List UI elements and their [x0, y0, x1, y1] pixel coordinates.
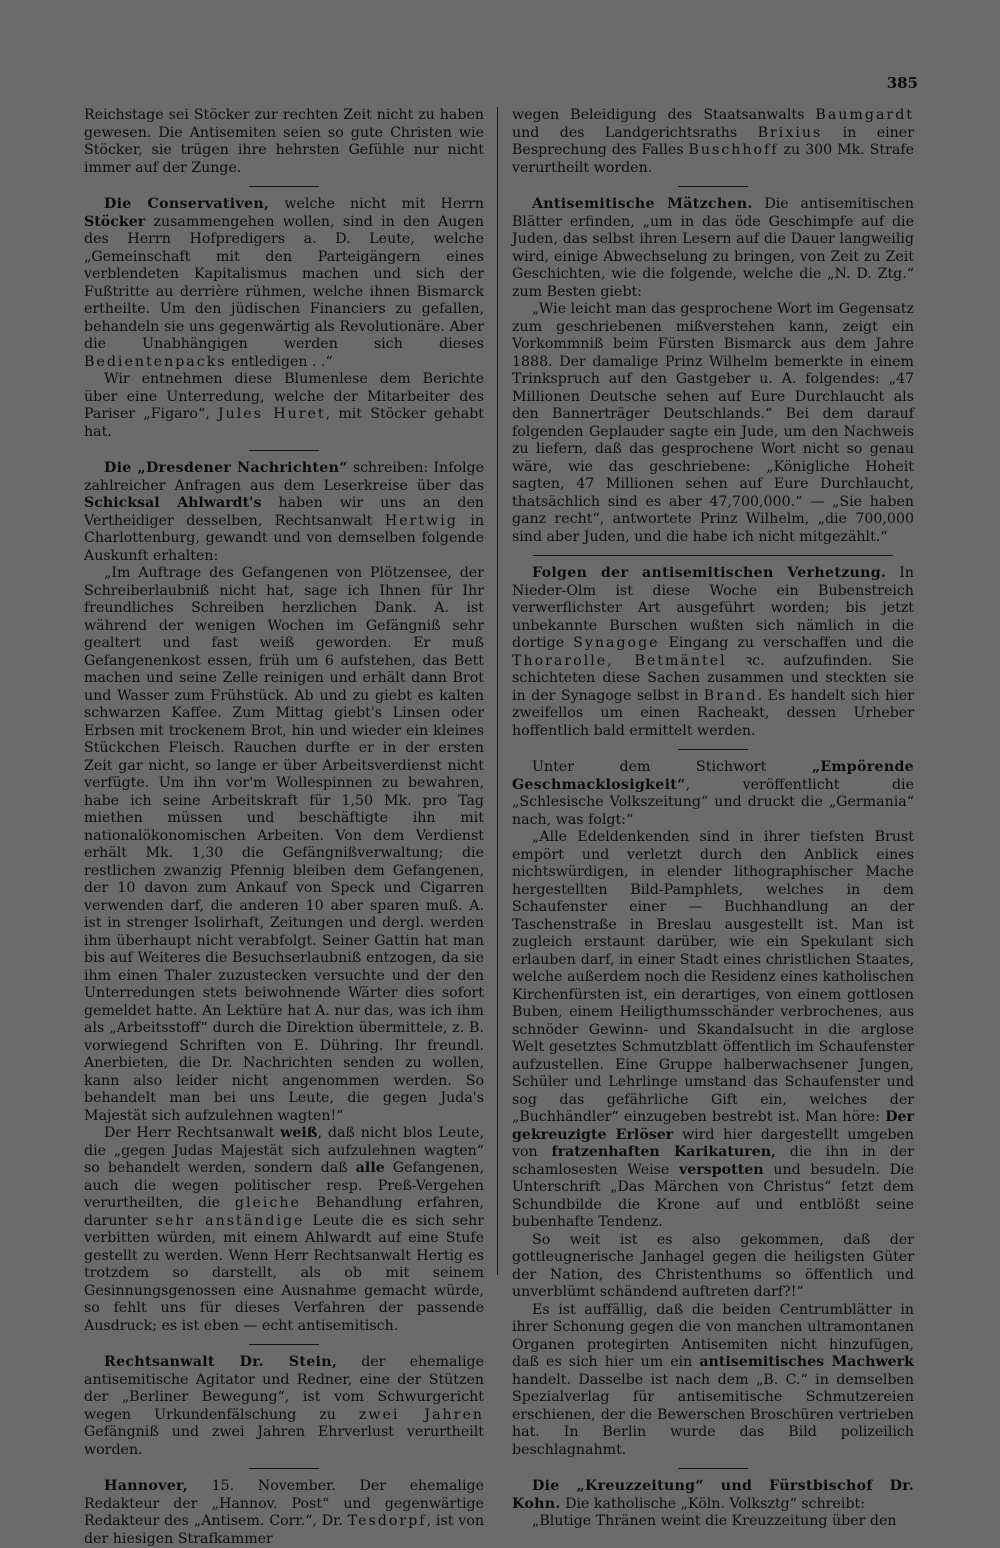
- left-column: [84, 107, 484, 1548]
- text-run: Unter dem Stichwort: [532, 759, 812, 775]
- spaced-text: Thorarolle, Betmäntel: [512, 652, 727, 669]
- spaced-text: zwei Jahren: [358, 1406, 484, 1423]
- spaced-text: Hertwig: [384, 512, 458, 529]
- text-run: handelt. Dasselbe ist nach dem „B. C.“ in demselben Spezialverlag für antisemitische Schmutzereien erschienen, der die Bewerschen Broschüren vertrieben hat. In Berlin wurde das Bild polizeilich beschlagnahmt.: [512, 1371, 914, 1458]
- bold-text: verspotten: [679, 1161, 764, 1178]
- separator: [678, 1468, 748, 1469]
- text-run: schreiben: Infolge zahlreicher Anfragen aus dem Leserkreise über das: [84, 460, 485, 494]
- text-run: und des Landgerichtsraths: [512, 124, 758, 141]
- paragraph: [84, 1478, 484, 1548]
- paragraph: [84, 1125, 484, 1335]
- separator: [249, 1344, 319, 1345]
- text-run: Wir entnehmen diese Blumenlese dem Berichte über eine Unterredung, welche der Mitarbeiter des Pariser „Figaro“,: [84, 371, 484, 422]
- quotation: „Im Auftrage des Gefangenen von Plötzensee, der Schreiberlaubniß nicht hat, sage ich Ihnen für Ihr freundliches Schreiben herzlichen Dank. A. ist während der wenigen Wochen im Gefängniß sehr gealtert und fast weiß geworden. Er muß Gefangenenkost essen, früh um 6 aufstehen, das Bett machen und seine Zelle reinigen und erhält dann Brot und Wasser zum Frühstück. Ab und zu giebt es kalten schwarzen Kaffee. Zum Mittag giebt's Linsen oder Erbsen mit trockenem Brot, hin und wieder ein kleines Stückchen Fleisch. Rauchen durfte er in der ersten Zeit gar nicht, so lange er über Arbeitsverdienst nicht verfügte. Um ihn vor'm Wollespinnen zu bewahren, habe ich seine Arbeitskraft für 1,50 Mk. pro Tag miethen müssen und beschäftigte ihn mit nationalökonomischen Arbeiten. Von dem Verdienst erhält Mk. 1,30 die Gefängnißverwaltung; die restlichen zwanzig Pfennig bleiben dem Gefangenen, der 10 davon zum Ankauf von Speck und Cigarren verwenden darf, die anderen 10 aber sparen muß. A. ist in strenger Isolirhaft, Zeitungen und dergl. werden ihm überhaupt nicht verabfolgt. Seiner Gattin hat man bis auf Weiteres die Besuchserlaubniß entzogen, da sie ihm einen Thaler zuzustecken versuchte und der den Unterredungen stets beiwohnende Wärter dies sofort gemeldet hatte. An Lektüre hat A. nur das, was ich ihm als „Arbeitsstoff“ durch die Direktion übermittele, z. B. vorwiegend Schriften von E. Dühring. Ihr freundl. Anerbieten, die Dr. Nachrichten senden zu wollen, kann also leider nicht angenommen werden. So behandelt man bei uns Leute, die gegen Juda's Majestät sich aufzulehnen wagten!“: [84, 565, 484, 1124]
- separator: [533, 555, 893, 556]
- bold-text: weiß: [280, 1125, 318, 1141]
- article-heading: Rechtsanwalt Dr. Stein,: [104, 1354, 338, 1370]
- article-heading: Hannover,: [104, 1478, 189, 1494]
- page-number: 385: [886, 74, 918, 92]
- quotation: „Wie leicht man das gesprochene Wort im Gegensatz zum geschriebenen mißverstehen kann, zeigt ein Vorkommniß beim Fürsten Bismarck aus dem Jahre 1888. Der damalige Prinz Wilhelm bemerkte in einem Trinkspruch auf den Gastgeber u. A. folgendes: „47 Millionen Deutsche sehen auf Eure Durchlaucht als den Bannerträger Deutschlands.“ Bei dem darauf folgenden Geplauder sagte ein Jude, um den Nachweis zu liefern, daß das gesprochene Wort nicht so genau wäre, wie das geschriebene: „Königliche Hoheit sagten, 47 Millionen sehen auf Eure Durchlaucht, thatsächlich sind es aber 47,700,000.“ — „Sie haben ganz recht“, antwortete Prinz Wilhelm, „die 700,000 sind aber Juden, und die habe ich nicht mitgezählt.“: [512, 301, 914, 545]
- article-heading: Die Conservativen,: [104, 196, 270, 212]
- spaced-text: Bedientenpacks: [84, 353, 227, 370]
- spaced-text: Tesdorpf: [347, 1513, 427, 1529]
- text-run: die ihn in der schamlosesten Weise: [512, 1144, 914, 1178]
- paragraph: [512, 565, 914, 740]
- text-run: Leute die es sich sehr verbitten würden, mit einem Ahlwardt auf eine Stufe gestellt zu werden. Wenn Herr Rechtsanwalt Hertig es trotzdem so darstellt, als ob mit seinem Gesinnungsgenossen eine Ausnahme gemacht würde, so fehlt uns für dieses Verfahren der passende Ausdruck; es ist eben — echt antisemitisch.: [84, 1212, 484, 1334]
- text-run: Der Herr Rechtsanwalt: [104, 1125, 281, 1141]
- text-run: Es ist auffällig, daß die beiden Centrumblätter in ihrer Schonung gegen die von manchen ultramontanen Organen protegirten Antisemiten nicht hinzufügen, daß es sich hier um ein: [512, 1301, 914, 1370]
- text-run: entledigen . .“: [226, 353, 333, 370]
- paragraph: [512, 196, 914, 301]
- text-run: Die antisemitischen Blätter erfinden, „um in das öde Geschimpfe auf die Juden, das selbst ihren Lesern auf die Dauer langweilig wird, einige Abwechselung zu bringen, von Zeit zu Zeit Geschichten, wie die folgende, welche die „N. D. Ztg.“ zum Besten giebt:: [512, 196, 914, 300]
- paragraph: Reichstage sei Stöcker zur rechten Zeit nicht zu haben gewesen. Die Antisemiten seien so gute Christen wie Stöcker, sie trügen ihre hehrsten Gefühle nur nicht immer auf der Zunge.: [84, 107, 484, 176]
- text-run: 15. November. Der ehemalige Redakteur der „Hannov. Post“ und gegenwärtige Redakteur des „Antisem. Corr.“, Dr.: [84, 1478, 484, 1529]
- text-run: „Alle Edeldenkenden sind in ihrer tiefsten Brust empört und verletzt durch den Anblick eines nichtswürdigen, in elender lithographischer Mache hergestellten Bild-Pamphlets, welches in dem Schaufenster einer — Buchhandlung an der Taschenstraße in Breslau ausgestellt ist. Man ist zugleich erstaunt darüber, wie ein Spekulant sich erlauben darf, in einer Stadt eines christlichen Staates, welche außerdem noch die Residenz eines katholischen Kirchenfürsten ist, ein derartiges, von einem gottlosen Buben, einem Heiligthumsschänder verbrochenes, aus schnöder Gewinn- und Skandalsucht in die arglose Welt gesetztes Schmutzblatt öffentlich im Schaufenster aufzustellen. Eine Gruppe halberwachsener Jungen, Schüler und Lehrlinge umstand das Schaufenster und sog das gefährliche Gift ein, welches der „Buchhändler“ einzugeben bestrebt ist. Man höre:: [512, 829, 914, 1125]
- paragraph: [84, 371, 484, 441]
- spaced-text: gleiche: [234, 1195, 301, 1211]
- quotation: So weit ist es also gekommen, daß der gottleugnerische Janhagel gegen die heiligsten Güter der Nation, des Christenthums so öffentlich und unverblümt schändend auftreten darf?!“: [512, 1231, 914, 1300]
- right-column: [512, 107, 914, 1531]
- spaced-text: Baumgardt: [815, 107, 914, 123]
- column-divider: [497, 107, 498, 1275]
- bold-text: antisemitisches Machwerk: [699, 1354, 914, 1370]
- text-run: Die katholische „Köln. Volksztg“ schreibt:: [560, 1495, 866, 1512]
- text-run: ꝛc. aufzufinden. Sie schichteten diese Sachen zusammen und steckten sie in der Synagoge selbst in: [512, 652, 914, 704]
- spaced-text: sehr anständige: [155, 1212, 305, 1229]
- paragraph: [84, 196, 484, 371]
- text-run: , daß nicht blos Leute, die „gegen Judas Majestät sich aufzulehnen wagten“ so behandelt werden, sondern daß: [84, 1125, 485, 1176]
- article-heading: Folgen der antisemitischen Verhetzung.: [532, 565, 887, 581]
- text-run: und besudeln. Die Unterschrift „Das Märchen von Christus“ ſetzt dem Schundbilde die Krone auf und entblößt seine bubenhafte Tendenz.: [512, 1161, 914, 1230]
- spaced-text: Buschhoff: [688, 142, 779, 158]
- text-run: haben wir uns an den Vertheidiger desselben, Rechtsanwalt: [84, 495, 485, 529]
- text-run: der ehemalige antisemitische Agitator und Redner, eine der Stützen der „Berliner Bewegung“, ist vom Schwurgericht wegen Urkundenfälschung zu: [84, 1354, 484, 1423]
- text-run: . Es handelt sich hier zweifellos um einen Racheakt, dessen Urheber hoffentlich bald ermittelt werden.: [512, 687, 914, 739]
- text-run: zusammengehen wollen, sind in den Augen des Herrn Hofpredigers a. D. Leute, welche „Gemeinschaft mit den Parteigängern eines verblendeten Kapitalismus machen und sich der Fußtritte au derrière rühmen, welche ihnen Bismarck ertheilte. Um den jüdischen Financiers zu gefallen, behandeln sie uns gegenwärtig als Revolutionäre. Aber die Unabhängigen werden sich dieses: [84, 213, 484, 352]
- quotation: „Blutige Thränen weint die Kreuzzeitung über den: [532, 1513, 897, 1529]
- paragraph: [512, 1302, 914, 1460]
- spaced-text: Brixius: [757, 124, 823, 141]
- article-heading: Antisemitische Mätzchen.: [532, 196, 753, 212]
- spaced-text: Jules Huret: [217, 406, 326, 422]
- text-run: Gefängniß und zwei Jahren Ehrverlust verurtheilt worden.: [84, 1424, 484, 1458]
- text-run: , ist von der hiesigen Strafkammer: [84, 1513, 484, 1547]
- text-run: zu 300 Mk. Strafe verurtheilt worden.: [512, 142, 914, 176]
- bold-text: alle: [355, 1160, 385, 1176]
- bold-name: Stöcker: [84, 213, 146, 230]
- separator: [249, 450, 319, 451]
- text-run: wegen Beleidigung des Staatsanwalts: [512, 107, 816, 123]
- article-heading: Die „Dresdener Nachrichten“: [104, 460, 348, 476]
- quotation: [512, 829, 914, 1232]
- paragraph: [512, 1478, 914, 1513]
- spaced-text: Brand: [703, 687, 758, 704]
- text-run: Eingang zu verschaffen und die: [659, 635, 914, 651]
- text-run: wird hier dargestellt umgeben von: [512, 1126, 915, 1160]
- bold-text: Der gekreuzigte Erlöser: [512, 1109, 914, 1143]
- separator: [249, 186, 319, 187]
- text-run: Behandlung erfahren, darunter: [84, 1195, 484, 1229]
- text-run: Gefangenen, auch die wegen politischer resp. Preß-Vergehen verurtheilten, die: [84, 1160, 485, 1211]
- separator: [678, 186, 748, 187]
- bold-text: fratzenhaften Karikaturen,: [551, 1144, 776, 1160]
- separator: [249, 1468, 319, 1469]
- bold-text: Schicksal Ahlwardt's: [84, 495, 262, 511]
- paragraph: [512, 107, 914, 177]
- text-run: in Charlottenburg, gewandt und von demselben folgende Auskunft erhalten:: [84, 512, 484, 564]
- spaced-text: Synagoge: [573, 635, 660, 651]
- paragraph: [512, 759, 914, 829]
- text-run: , mit Stöcker gehabt hat.: [84, 406, 484, 440]
- text-run: In Nieder-Olm ist diese Woche ein Bubenstreich verwerflichster Art ausgeführt worden; bis jetzt unbekannte Burschen wußten sich nämlich in die dortige: [512, 565, 914, 651]
- article-heading: „Empörende Geschmacklosigkeit“: [512, 759, 914, 793]
- separator: [678, 749, 748, 750]
- text-run: in einer Besprechung des Falles: [512, 124, 914, 158]
- paragraph: [84, 460, 484, 565]
- text-run: welche nicht mit Herrn: [269, 196, 484, 212]
- text-run: , veröffentlicht die „Schlesische Volkszeitung“ und druckt die „Germania“ nach, was folgt:“: [512, 776, 914, 828]
- article-heading: Die „Kreuzzeitung“ und Fürstbischof Dr. Kohn.: [512, 1478, 914, 1512]
- paragraph: [84, 1354, 484, 1459]
